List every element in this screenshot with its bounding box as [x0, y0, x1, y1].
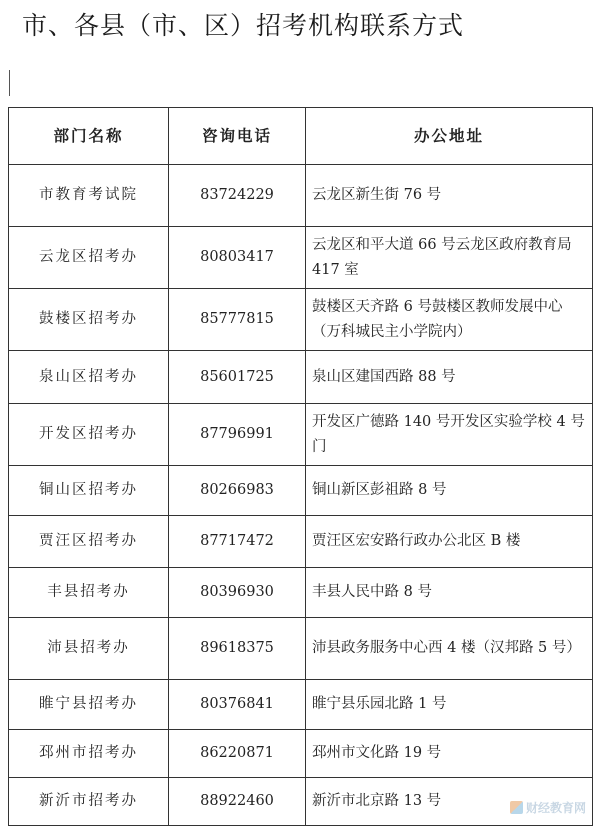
dept-cell: 沛县招考办: [9, 618, 169, 680]
address-cell: 新沂市北京路 13 号: [306, 778, 593, 826]
phone-cell: 87796991: [169, 404, 306, 466]
table-row: [9, 516, 593, 568]
dept-cell: 新沂市招考办: [9, 778, 169, 826]
dept-cell: 贾汪区招考办: [9, 516, 169, 568]
phone-cell: 80396930: [169, 568, 306, 618]
dept-cell: 铜山区招考办: [9, 466, 169, 516]
phone-cell: 80803417: [169, 227, 306, 289]
table-row: [9, 289, 593, 351]
contact-table: [8, 107, 593, 826]
table-row: [9, 165, 593, 227]
table-row: [9, 466, 593, 516]
table-row: [9, 351, 593, 404]
header-phone: 咨询电话: [169, 108, 306, 165]
address-cell: 云龙区新生街 76 号: [306, 165, 593, 227]
table-row: [9, 730, 593, 778]
dept-cell: 开发区招考办: [9, 404, 169, 466]
dept-cell: 鼓楼区招考办: [9, 289, 169, 351]
dept-cell: 云龙区招考办: [9, 227, 169, 289]
table-row: [9, 568, 593, 618]
dept-cell: 睢宁县招考办: [9, 680, 169, 730]
header-address: 办公地址: [306, 108, 593, 165]
table-row: [9, 680, 593, 730]
watermark-text: 财经教育网: [525, 801, 586, 815]
table-row: [9, 618, 593, 680]
table-body: [9, 165, 593, 826]
address-cell: 铜山新区彭祖路 8 号: [306, 466, 593, 516]
dept-cell: 泉山区招考办: [9, 351, 169, 404]
dept-cell: 邳州市招考办: [9, 730, 169, 778]
address-cell: 开发区广德路 140 号开发区实验学校 4 号门: [306, 404, 593, 466]
phone-cell: 85601725: [169, 351, 306, 404]
table-row: [9, 227, 593, 289]
phone-cell: 83724229: [169, 165, 306, 227]
table-header-row: [9, 108, 593, 165]
watermark: [510, 799, 586, 816]
page-title: 市、各县（市、区）招考机构联系方式: [22, 11, 465, 40]
phone-cell: 86220871: [169, 730, 306, 778]
address-cell: 睢宁县乐园北路 1 号: [306, 680, 593, 730]
address-cell: 鼓楼区天齐路 6 号鼓楼区教师发展中心（万科城民主小学院内）: [306, 289, 593, 351]
table-row: [9, 778, 593, 826]
address-cell: 邳州市文化路 19 号: [306, 730, 593, 778]
address-cell: 沛县政务服务中心西 4 楼（汉邦路 5 号）: [306, 618, 593, 680]
address-cell: 泉山区建国西路 88 号: [306, 351, 593, 404]
table-row: [9, 404, 593, 466]
dept-cell: 丰县招考办: [9, 568, 169, 618]
text-cursor-mark: [9, 70, 10, 96]
header-dept: 部门名称: [9, 108, 169, 165]
address-cell: 丰县人民中路 8 号: [306, 568, 593, 618]
phone-cell: 80376841: [169, 680, 306, 730]
phone-cell: 80266983: [169, 466, 306, 516]
phone-cell: 87717472: [169, 516, 306, 568]
watermark-logo-icon: [510, 801, 523, 814]
phone-cell: 85777815: [169, 289, 306, 351]
phone-cell: 89618375: [169, 618, 306, 680]
phone-cell: 88922460: [169, 778, 306, 826]
address-cell: 云龙区和平大道 66 号云龙区政府教育局 417 室: [306, 227, 593, 289]
address-cell: 贾汪区宏安路行政办公北区 B 楼: [306, 516, 593, 568]
dept-cell: 市教育考试院: [9, 165, 169, 227]
